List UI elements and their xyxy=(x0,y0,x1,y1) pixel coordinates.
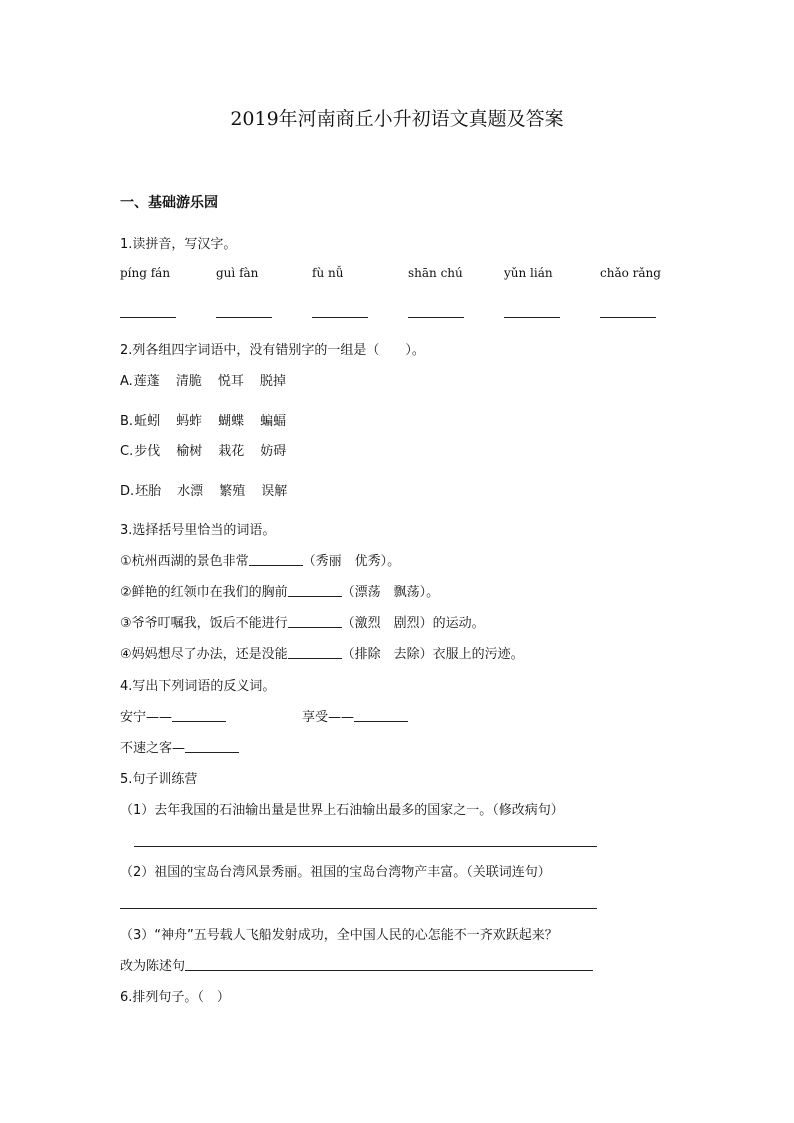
option-word: 蝙蝠 xyxy=(260,414,287,429)
option-a xyxy=(120,370,302,389)
fill-blank[interactable] xyxy=(172,709,226,722)
pinyin-2: guì fàn xyxy=(216,266,259,280)
option-c xyxy=(120,440,302,459)
antonym-item-3 xyxy=(120,737,239,756)
page-title: 2019年河南商丘小升初语文真题及答案 xyxy=(230,108,564,130)
question-5-prompt: 5.句子训练营 xyxy=(120,772,198,787)
sentence-choices: （秀丽 优秀）。 xyxy=(302,554,401,569)
sentence-task-3: （3）“神舟”五号载人飞船发射成功，全中国人民的心怎能不一齐欢跃起来？ xyxy=(120,928,558,943)
answer-blank-1[interactable] xyxy=(120,317,176,318)
option-word: 繁殖 xyxy=(219,484,246,499)
question-6-prompt: 6.排列句子。（ ） xyxy=(120,990,230,1005)
pinyin-6: chǎo rǎng xyxy=(600,266,661,280)
answer-blank-5[interactable] xyxy=(504,317,560,318)
antonym-word: 安宁—— xyxy=(120,710,173,725)
option-word: 栽花 xyxy=(218,444,245,459)
option-word: 坯胎 xyxy=(135,484,162,499)
question-1-prompt: 1.读拼音，写汉字。 xyxy=(120,237,237,252)
question-3-item-3 xyxy=(120,612,485,631)
sentence-choices: （激烈 剧烈）的运动。 xyxy=(341,616,485,631)
pinyin-5: yǔn lián xyxy=(504,266,553,280)
option-word: 蚯蚓 xyxy=(134,414,161,429)
question-2-prompt: 2.列各组四字词语中，没有错别字的一组是（ ）。 xyxy=(120,343,425,358)
option-word: 水漂 xyxy=(177,484,204,499)
antonym-item-1 xyxy=(120,706,226,725)
antonym-word: 享受—— xyxy=(302,710,355,725)
option-word: 步伐 xyxy=(134,444,161,459)
fill-blank[interactable] xyxy=(185,740,239,753)
declarative-rewrite xyxy=(120,955,593,974)
option-word: 清脆 xyxy=(175,374,202,389)
sentence-text: ①杭州西湖的景色非常 xyxy=(120,554,249,569)
answer-line-3[interactable] xyxy=(185,958,593,971)
option-word: 蚂蚱 xyxy=(176,414,203,429)
answer-line-2[interactable] xyxy=(120,908,597,909)
question-4-prompt: 4.写出下列词语的反义词。 xyxy=(120,679,276,694)
fill-blank[interactable] xyxy=(354,709,408,722)
section-heading-basics: 一、基础游乐园 xyxy=(120,195,218,211)
option-letter: C. xyxy=(120,444,134,459)
sentence-task-1: （1）去年我国的石油输出量是世界上石油输出最多的国家之一。（修改病句） xyxy=(120,803,564,818)
sentence-text: ④妈妈想尽了办法，还是没能 xyxy=(120,647,288,662)
sentence-choices: （漂荡 飘荡）。 xyxy=(341,585,440,600)
fill-blank[interactable] xyxy=(288,584,342,597)
question-3-item-2 xyxy=(120,581,439,600)
fill-blank[interactable] xyxy=(288,615,342,628)
answer-line-1[interactable] xyxy=(134,846,597,847)
sentence-text: ②鲜艳的红领巾在我们的胸前 xyxy=(120,585,288,600)
option-word: 榆树 xyxy=(176,444,203,459)
answer-blank-4[interactable] xyxy=(408,317,464,318)
answer-blank-3[interactable] xyxy=(312,317,368,318)
fill-blank[interactable] xyxy=(249,553,303,566)
option-letter: A. xyxy=(120,374,133,389)
question-3-item-1 xyxy=(120,550,400,569)
sentence-text: ③爷爷叮嘱我，饭后不能进行 xyxy=(120,616,288,631)
option-b xyxy=(120,410,302,429)
rewrite-label: 改为陈述句 xyxy=(120,959,186,974)
question-3-item-4 xyxy=(120,643,524,662)
option-word: 误解 xyxy=(261,484,288,499)
pinyin-1: píng fán xyxy=(120,266,171,280)
pinyin-3: fù nǚ xyxy=(312,266,344,280)
option-word: 悦耳 xyxy=(217,374,244,389)
option-word: 妨碍 xyxy=(260,444,287,459)
question-3-prompt: 3.选择括号里恰当的词语。 xyxy=(120,523,276,538)
option-word: 莲蓬 xyxy=(133,374,160,389)
sentence-task-2: （2）祖国的宝岛台湾风景秀丽。祖国的宝岛台湾物产丰富。（关联词连句） xyxy=(120,865,551,880)
pinyin-4: shān chú xyxy=(408,266,463,280)
antonym-item-2 xyxy=(302,706,408,725)
option-letter: B. xyxy=(120,414,134,429)
answer-blank-2[interactable] xyxy=(216,317,272,318)
antonym-word: 不速之客— xyxy=(120,741,186,756)
option-letter: D. xyxy=(120,484,135,499)
sentence-choices: （排除 去除）衣服上的污迹。 xyxy=(341,647,524,662)
option-d xyxy=(120,480,303,499)
option-word: 脱掉 xyxy=(259,374,286,389)
option-word: 蝴蝶 xyxy=(218,414,245,429)
fill-blank[interactable] xyxy=(288,646,342,659)
answer-blank-6[interactable] xyxy=(600,317,656,318)
